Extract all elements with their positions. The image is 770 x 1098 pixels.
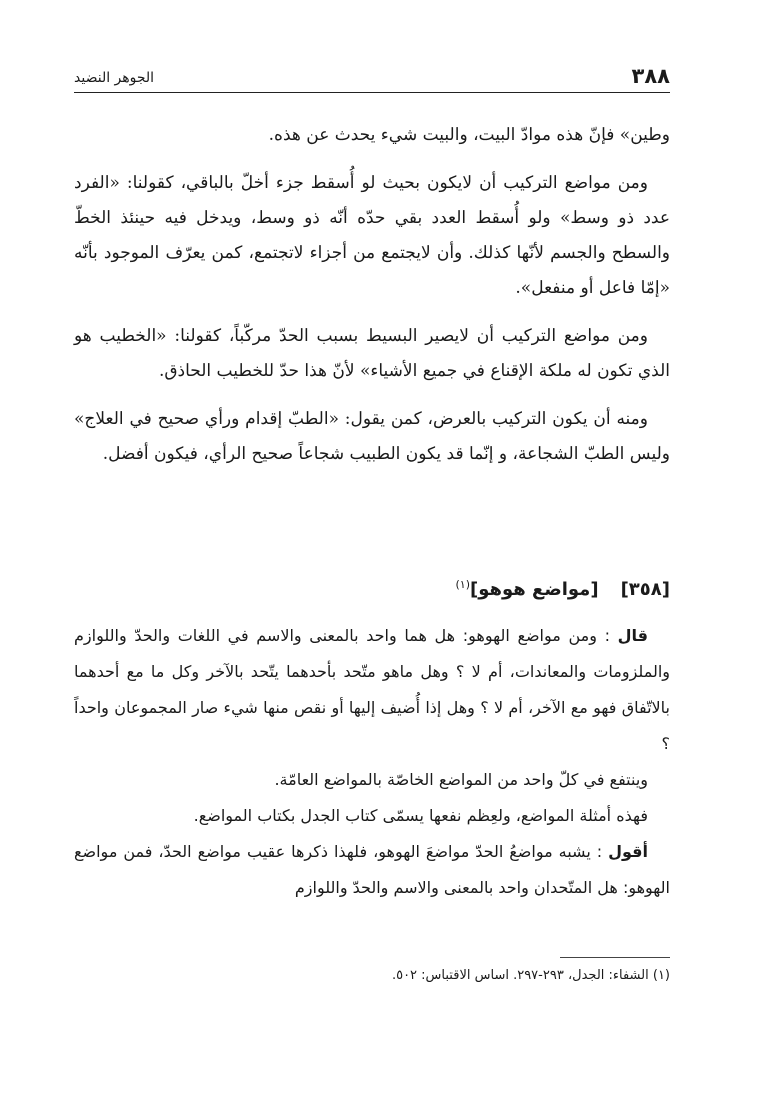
section-title: [مواضع هوهو] [470,579,599,600]
running-title: الجوهر النضيد [74,70,155,86]
qal-label: قال [617,626,648,645]
qal-paragraph [74,618,670,762]
paragraph: ومن مواضع التركيب أن لايكون بحيث لو أُسقط جزء أخلّ بالباقي، كقولنا: «الفرد عدد ذو وسط» ولو أُسقط العدد بقي حدّه أنّه ذو وسط، ويدخل فيه حينئذ الخطّ والسطح والجسم لأنّها كذلك. وأن لايجتمع من أجزاء لاتجتمع، كمن يعرّف الموجود بأنّه «إمّا فاعل أو منفعل». [74,173,670,298]
footnote: (١) الشفاء: الجدل، ٢٩٣-٢٩٧. اساس الاقتباس: ٥٠٢. [391,968,670,983]
aqul-text: : يشبه مواضعُ الحدّ مواضعَ الهوهو، فلهذا ذكرها عقيب مواضع الحدّ، فمن مواضع الهوهو: هل المتّحدان واحد بالمعنى والاسم والحدّ واللوازم [74,842,670,897]
page-header [74,58,670,93]
footnote-mark: (١) [455,578,471,591]
commentary-line: وينتفع في كلّ واحد من المواضع الخاصّة بالمواضع العامّة. [274,770,648,789]
page-number: ٣٨٨ [631,64,670,88]
paragraph: ومن مواضع التركيب أن لايصير البسيط بسبب الحدّ مركّباً، كقولنا: «الخطيب هو الذي تكون له ملكة الإقناع في جميع الأشياء» لأنّ هذا حدّ للخطيب الحاذق. [74,326,670,381]
section-title-wrap [456,578,599,600]
section-heading [456,578,671,600]
qal-text: : ومن مواضع الهوهو: هل هما واحد بالمعنى والاسم في اللغات والحدّ واللوازم والملزومات والمعاندات، أم لا ؟ وهل ماهو متّحد بأحدهما يتّحد بالآخر وكل ما مع أحدهما بالاتّفاق فهو مع الآخر، أم لا ؟ وهل إذا أُضيف إليها أو نقص منها شيء صار المجموعان واحداً ؟ [74,626,670,753]
commentary-line: فهذه أمثلة المواضع، ولعِظم نفعها يسمّى كتاب الجدل بكتاب المواضع. [193,806,648,825]
aqul-paragraph [74,834,670,906]
paragraph: وطين» فإنّ هذه موادّ البيت، والبيت شيء يحدث عن هذه. [268,125,670,145]
section-number: [٣٥٨] [620,579,670,600]
aqul-label: أقول [608,842,648,861]
main-text [74,118,670,485]
commentary [74,618,670,906]
paragraph: ومنه أن يكون التركيب بالعرض، كمن يقول: «الطبّ إقدام ورأي صحيح في العلاج» وليس الطبّ الشجاعة، و إنّما قد يكون الطبيب شجاعاً صحيح الرأي، فيكون أفضل. [74,409,670,464]
footnote-divider [560,957,670,958]
